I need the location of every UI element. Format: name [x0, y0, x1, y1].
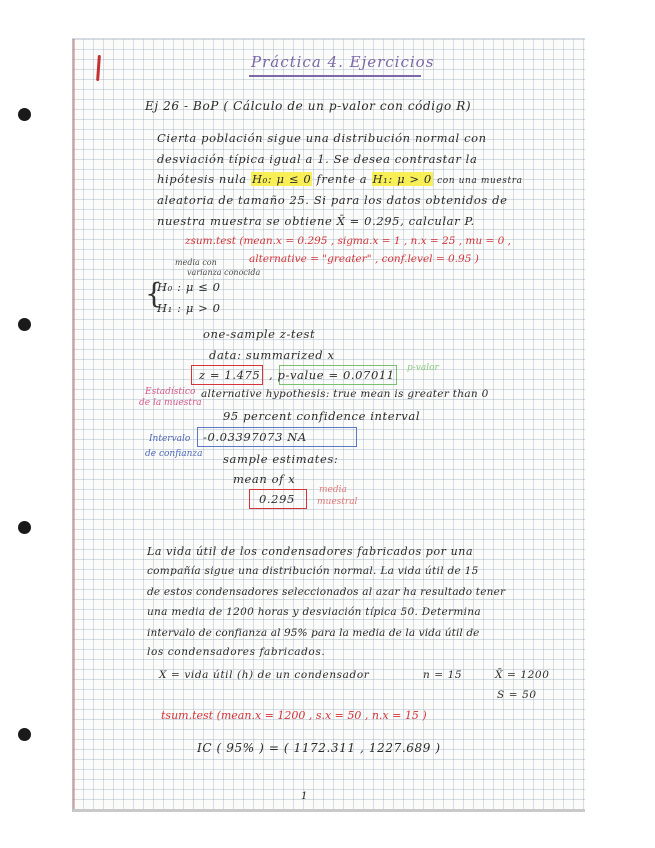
output-z: z = 1.475: [199, 368, 261, 382]
r-code-tsum: tsum.test (mean.x = 1200 , s.x = 50 , n.x = 15 ): [161, 709, 427, 722]
output-pvalue: , p-value = 0.07011: [269, 368, 395, 382]
page-title: Práctica 4. Ejercicios: [251, 53, 435, 71]
problem-line-5: nuestra muestra se obtiene X̄ = 0.295, calcular P.: [157, 214, 475, 228]
alt-hypothesis: H₁ : μ > 0: [157, 301, 221, 315]
sample-mean: X̄ = 1200: [495, 669, 550, 681]
label-intervalo: Intervalo: [149, 434, 191, 444]
red-margin-mark: [96, 55, 101, 81]
problem-line-2: desviación típica igual a 1. Se desea contrastar la: [157, 152, 478, 166]
problem-line-1: Cierta población sigue una distribución normal con: [157, 131, 487, 145]
r-code-line-1: zsum.test (mean.x = 0.295 , sigma.x = 1 , n.x = 25 , mu = 0 ,: [185, 235, 511, 247]
sample-size: n = 15: [423, 669, 463, 681]
confidence-interval-result: IC ( 95% ) = ( 1172.311 , 1227.689 ): [197, 741, 441, 755]
output-ci: -0.03397073 NA: [203, 430, 307, 444]
problem2-line-6: los condensadores fabricados.: [147, 646, 326, 658]
label-estadistico: de la muestra: [139, 398, 202, 408]
binder-hole: [18, 728, 31, 741]
label-estadistico: Estadístico: [145, 387, 196, 397]
problem2-line-4: una media de 1200 horas y desviación típica 50. Determina: [147, 606, 481, 618]
label-media: media: [319, 485, 347, 495]
output-alternative: alternative hypothesis: true mean is greater than 0: [201, 388, 489, 400]
problem-line-3: [157, 172, 523, 186]
note-varianza: varianza conocida: [187, 268, 261, 277]
binder-hole: [18, 318, 31, 331]
output-ci-heading: 95 percent confidence interval: [223, 409, 421, 423]
r-code-line-2: alternative = "greater" , conf.level = 0.95 ): [249, 253, 479, 265]
output-data: data: summarized x: [209, 348, 335, 362]
label-intervalo: de confianza: [145, 449, 203, 459]
exercise-heading: Ej 26 - BoP ( Cálculo de un p-valor con código R): [145, 99, 472, 113]
page-number: 1: [301, 791, 308, 802]
null-hypothesis: H₀ : μ ≤ 0: [157, 280, 221, 294]
variable-definition: X = vida útil (h) de un condensador: [159, 669, 370, 681]
binder-hole: [18, 521, 31, 534]
margin-line: [73, 39, 75, 809]
output-sample-estimates: sample estimates:: [223, 452, 339, 466]
hypothesis-brace: {: [145, 277, 163, 310]
problem2-line-5: intervalo de confianza al 95% para la media de la vida útil de: [147, 627, 480, 639]
note-media: media con: [175, 258, 217, 267]
problem-text: frente a: [316, 172, 368, 186]
output-mean-of-x: mean of x: [233, 472, 296, 486]
h1-highlight: H₁: μ > 0: [372, 172, 432, 186]
title-underline: [249, 75, 421, 77]
problem2-line-2: compañía sigue una distribución normal. La vida útil de 15: [147, 565, 479, 577]
problem-text: hipótesis nula: [157, 172, 247, 186]
output-test-name: one-sample z-test: [203, 327, 316, 341]
problem-text: con una muestra: [437, 176, 523, 186]
problem2-line-3: de estos condensadores seleccionados al azar ha resultado tener: [147, 586, 506, 598]
output-mean-value: 0.295: [259, 492, 295, 506]
problem-line-4: aleatoria de tamaño 25. Si para los datos obtenidos de: [157, 193, 508, 207]
h0-highlight: H₀: μ ≤ 0: [251, 172, 312, 186]
binder-hole: [18, 108, 31, 121]
label-pvalor: p-valor: [407, 363, 439, 373]
problem2-line-1: La vida útil de los condensadores fabricados por una: [147, 545, 474, 558]
sample-sd: S = 50: [497, 689, 537, 701]
label-media: muestral: [317, 497, 358, 507]
notebook-page: [72, 38, 585, 812]
